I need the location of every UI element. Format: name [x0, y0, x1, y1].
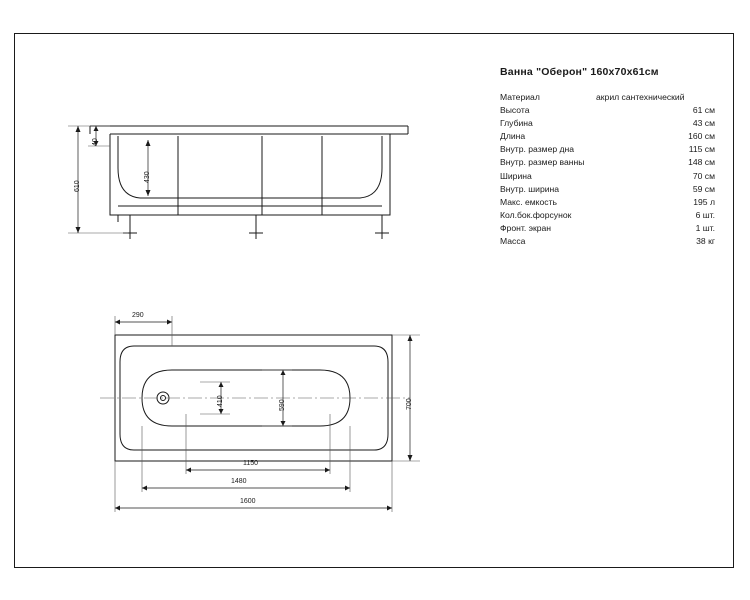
spec-value: 115 см [688, 144, 715, 155]
spec-value: 195 л [693, 196, 715, 207]
dim-inner-width: 410 [217, 395, 224, 407]
spec-key: Материал [500, 92, 540, 102]
spec-title: Ванна "Оберон" 160x70x61см [500, 66, 659, 78]
dim-inner-length: 1480 [231, 478, 247, 485]
spec-value: 160 см [688, 131, 715, 142]
spec-key: Фронт. экран [500, 222, 552, 233]
spec-key: Ширина [500, 170, 532, 181]
spec-value: 59 см [692, 183, 715, 194]
spec-key: Внутр. размер ванны [500, 157, 585, 168]
spec-key: Внутр. ширина [500, 183, 560, 194]
spec-key: Высота [500, 105, 530, 116]
spec-key: Внутр. размер дна [500, 144, 575, 155]
spec-key: Глубина [500, 118, 533, 129]
spec-value: 148 см [688, 157, 715, 168]
spec-value: 38 кг [696, 236, 715, 247]
spec-key: Кол.бок.форсунок [500, 209, 572, 220]
spec-value: акрил сантехнический [596, 92, 685, 102]
dim-bottom-length: 1150 [243, 460, 259, 467]
spec-key: Макс. емкость [500, 196, 557, 207]
dim-inner-bowl: 590 [279, 399, 286, 411]
spec-key: Длина [500, 131, 526, 142]
dim-depth: 430 [144, 171, 151, 183]
spec-value: 43 см [692, 118, 715, 129]
spec-value: 1 шт. [695, 222, 715, 233]
spec-value: 70 см [692, 170, 715, 181]
spec-key: Масса [500, 236, 526, 247]
dim-total-length: 1600 [240, 498, 256, 505]
dim-offset: 290 [132, 312, 144, 319]
plan-arrowheads [115, 320, 413, 511]
dim-height-total: 610 [74, 180, 81, 192]
dim-width: 700 [406, 398, 413, 410]
dim-height-rim: 40 [92, 138, 99, 146]
spec-value: 6 шт. [695, 209, 715, 220]
spec-value: 61 см [692, 105, 715, 116]
